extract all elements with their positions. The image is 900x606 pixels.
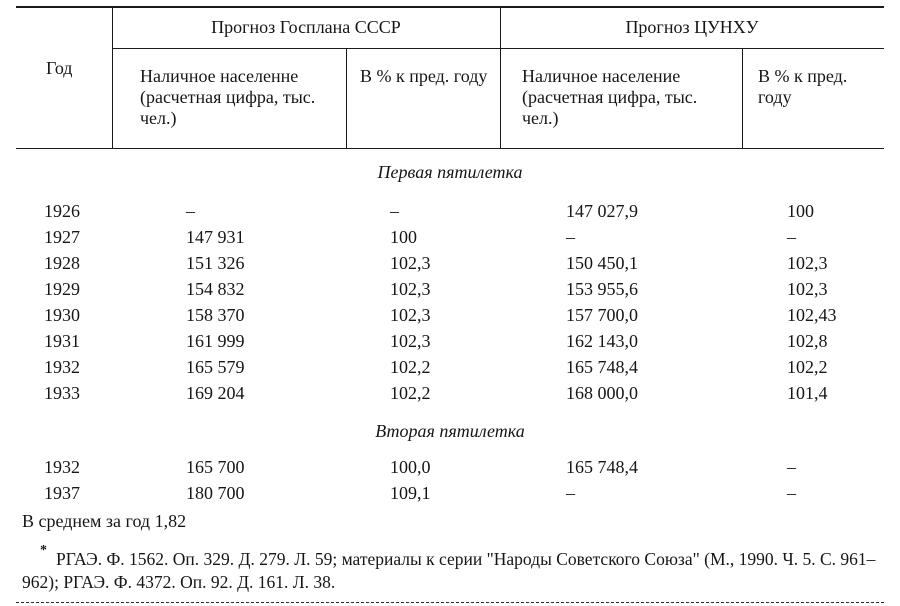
cell-cunhu-pop: 150 450,1: [566, 253, 638, 273]
cell-gosplan-pct: 102,2: [390, 383, 431, 403]
header-cunhu-group: Прогноз ЦУНХУ: [625, 17, 759, 37]
cell-cunhu-pct: 101,4: [787, 383, 828, 403]
cell-year: 1930: [44, 305, 80, 325]
cell-cunhu-pop: –: [566, 227, 575, 247]
cell-cunhu-pop: 165 748,4: [566, 357, 638, 377]
cell-year: 1928: [44, 253, 80, 273]
cell-gosplan-pop: 165 579: [186, 357, 245, 377]
cell-gosplan-pop: 147 931: [186, 227, 245, 247]
cell-gosplan-pop: 169 204: [186, 383, 245, 403]
cell-year: 1931: [44, 331, 80, 351]
cell-year: 1932: [44, 357, 80, 377]
cell-year: 1937: [44, 483, 80, 503]
cell-gosplan-pct: 100,0: [390, 457, 431, 477]
header-year: Год: [46, 58, 73, 78]
cell-gosplan-pct: 102,3: [390, 305, 431, 325]
cell-cunhu-pop: 153 955,6: [566, 279, 638, 299]
cell-year: 1927: [44, 227, 80, 247]
cell-cunhu-pop: 157 700,0: [566, 305, 638, 325]
cell-gosplan-pop: 151 326: [186, 253, 245, 273]
header-gosplan-percent: В % к пред. году: [360, 66, 488, 86]
cell-cunhu-pop: 168 000,0: [566, 383, 638, 403]
cell-cunhu-pct: 102,3: [787, 279, 828, 299]
page-bottom-rule: [16, 602, 884, 603]
divider-cunhu-cols: [742, 48, 743, 148]
cell-cunhu-pct: 102,3: [787, 253, 828, 273]
cell-cunhu-pct: 102,2: [787, 357, 828, 377]
group-header-rule: [112, 48, 884, 49]
footnote-text: РГАЭ. Ф. 1562. Оп. 329. Д. 279. Л. 59; материалы к серии "Народы Советского Союза" (М., 1990. Ч. 5. С. 961–962); РГАЭ. Ф. 4372. Оп. 92. Д. 161. Л. 38.: [22, 549, 876, 592]
header-cunhu-percent: В % к пред. году: [758, 66, 848, 107]
cell-year: 1926: [44, 201, 80, 221]
cell-gosplan-pct: 102,2: [390, 357, 431, 377]
cell-year: 1933: [44, 383, 80, 403]
cell-gosplan-pct: 102,3: [390, 279, 431, 299]
cell-gosplan-pct: 102,3: [390, 253, 431, 273]
cell-gosplan-pct: 102,3: [390, 331, 431, 351]
cell-year: 1929: [44, 279, 80, 299]
cell-year: 1932: [44, 457, 80, 477]
header-gosplan-population: Наличное населенне (расчетная цифра, тыс. чел.): [140, 66, 316, 128]
cell-cunhu-pop: –: [566, 483, 575, 503]
header-gosplan-group: Прогноз Госплана СССР: [211, 17, 401, 37]
table-top-rule: [16, 6, 884, 8]
footnote-marker: *: [40, 543, 47, 558]
cell-cunhu-pct: –: [787, 227, 796, 247]
cell-gosplan-pop: –: [186, 201, 195, 221]
cell-gosplan-pop: 158 370: [186, 305, 245, 325]
cell-cunhu-pop: 162 143,0: [566, 331, 638, 351]
cell-gosplan-pop: 161 999: [186, 331, 245, 351]
section-title-first: Первая пятилетка: [377, 162, 523, 182]
divider-gosplan-cols: [346, 48, 347, 148]
cell-cunhu-pct: 102,43: [787, 305, 837, 325]
cell-gosplan-pop: 154 832: [186, 279, 245, 299]
header-cunhu-population: Наличное население (расчетная цифра, тыс. чел.): [522, 66, 698, 128]
cell-cunhu-pct: 100: [787, 201, 814, 221]
cell-gosplan-pct: –: [390, 201, 399, 221]
average-note: В среднем за год 1,82: [22, 511, 187, 531]
section-title-second: Вторая пятилетка: [375, 421, 525, 441]
cell-gosplan-pop: 180 700: [186, 483, 245, 503]
cell-cunhu-pct: 102,8: [787, 331, 828, 351]
cell-cunhu-pop: 165 748,4: [566, 457, 638, 477]
cell-gosplan-pop: 165 700: [186, 457, 245, 477]
header-bottom-rule: [16, 148, 884, 149]
cell-cunhu-pct: –: [787, 483, 796, 503]
cell-gosplan-pct: 109,1: [390, 483, 431, 503]
cell-cunhu-pct: –: [787, 457, 796, 477]
cell-cunhu-pop: 147 027,9: [566, 201, 638, 221]
cell-gosplan-pct: 100: [390, 227, 417, 247]
